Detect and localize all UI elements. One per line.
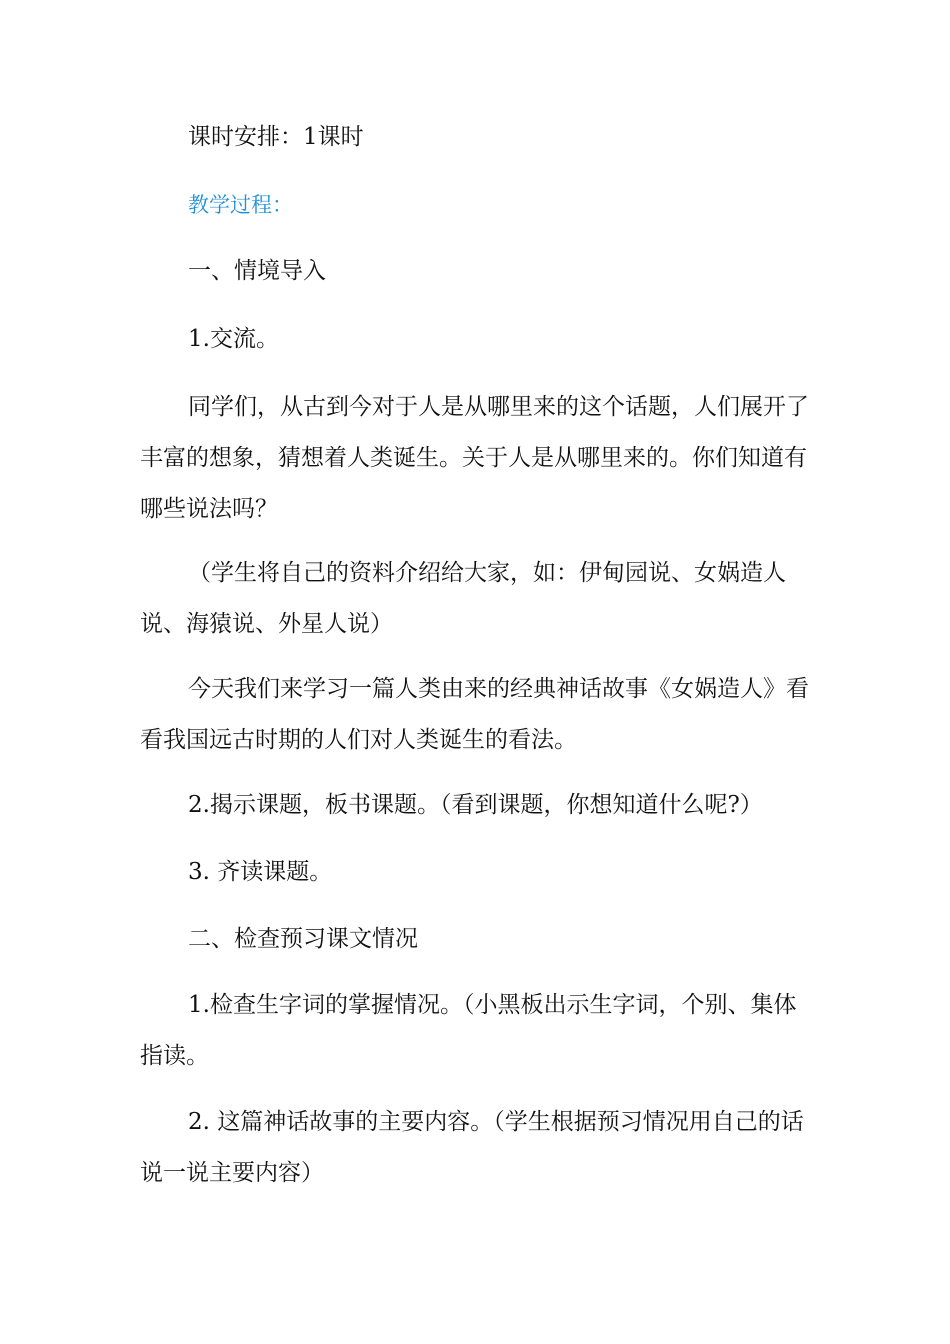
section2-title: 二、检查预习课文情况 xyxy=(188,926,418,952)
process-heading: 教学过程： xyxy=(188,193,293,217)
step1-title: 1.交流。 xyxy=(188,326,279,352)
section1-title: 一、情境导入 xyxy=(188,258,326,284)
check1-line: 1.检查生字词的掌握情况。（小黑板出示生字词，个别、集体指读。 xyxy=(140,992,797,1069)
step1-text: 同学们，从古到今对于人是从哪里来的这个话题，人们展开了丰富的想象，猜想着人类诞生。关于人是从哪里来的。你们知道有哪些说法吗？ xyxy=(140,394,809,522)
step3-line: 3. 齐读课题。 xyxy=(188,859,333,885)
step1-intro: 今天我们来学习一篇人类由来的经典神话故事《女娲造人》看看我国远古时期的人们对人类诞生的看法。 xyxy=(140,676,809,753)
step1-note: （学生将自己的资料介绍给大家，如：伊甸园说、女娲造人说、海猿说、外星人说） xyxy=(140,560,786,637)
step2-line: 2.揭示课题，板书课题。（看到课题，你想知道什么呢?） xyxy=(188,792,763,818)
schedule-line: 课时安排：1课时 xyxy=(188,124,364,150)
check2-line: 2. 这篇神话故事的主要内容。（学生根据预习情况用自己的话说一说主要内容） xyxy=(140,1109,804,1186)
